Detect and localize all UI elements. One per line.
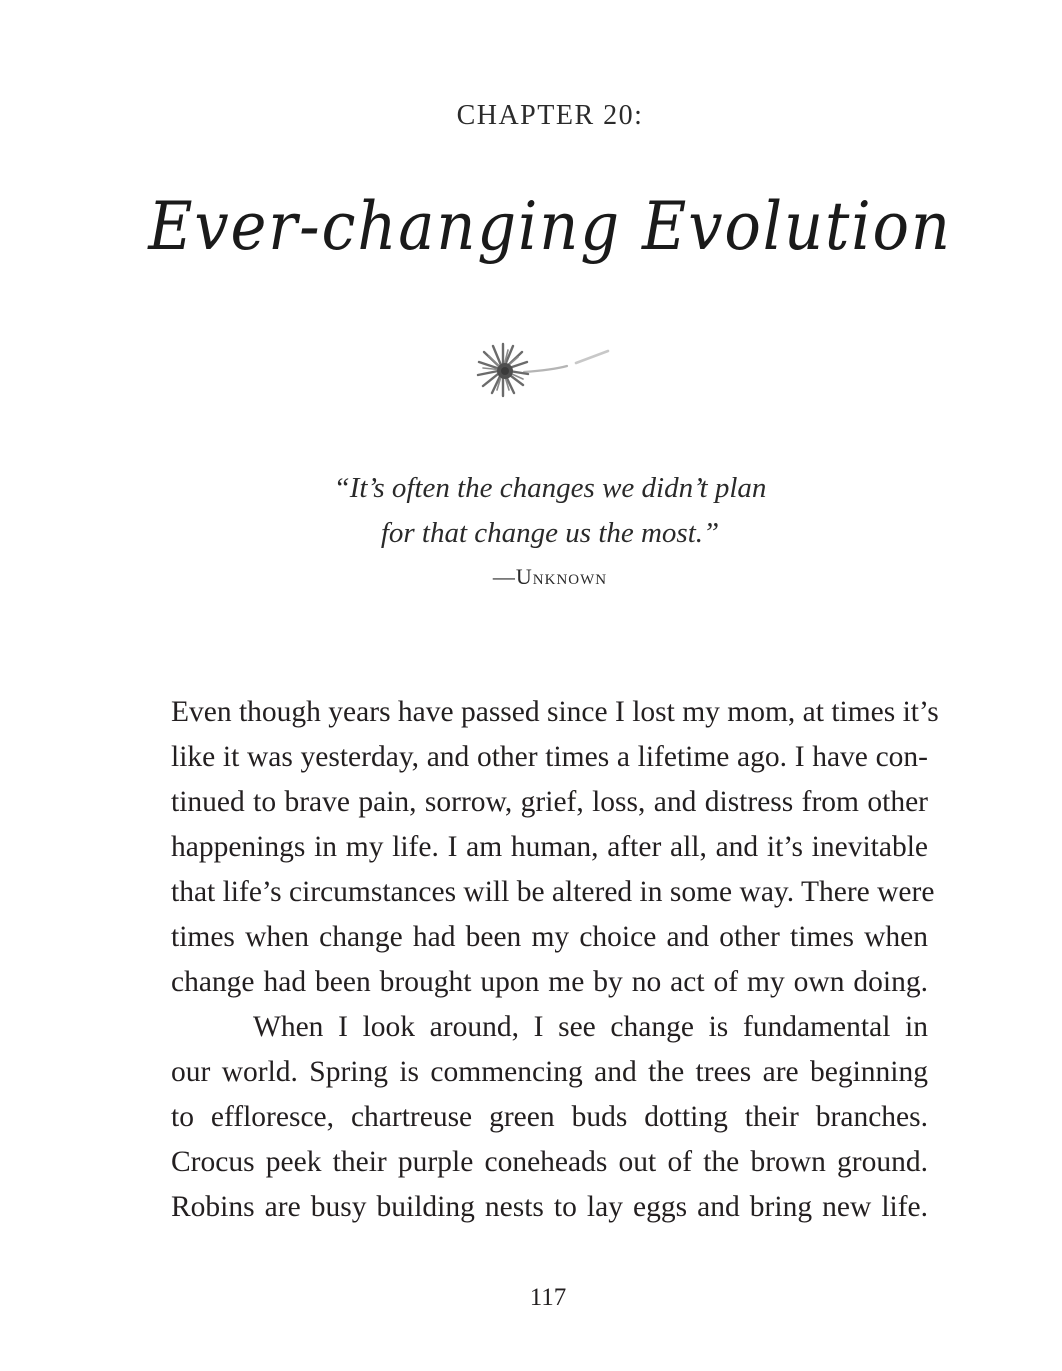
chapter-label: CHAPTER 20: xyxy=(456,100,644,131)
body-line: Crocus peek their purple coneheads out of the brown ground. xyxy=(171,1146,928,1178)
flower-head xyxy=(478,344,528,396)
body-line: to effloresce, chartreuse green buds dotting their branches. xyxy=(171,1101,928,1133)
body-line: Even though years have passed since I lost my mom, at times it’s xyxy=(171,696,939,728)
body-line: Robins are busy building nests to lay eggs and bring new life. xyxy=(171,1191,928,1223)
body-line: happenings in my life. I am human, after all, and it’s inevitable xyxy=(171,831,928,863)
epigraph xyxy=(0,466,1062,556)
body-line: When I look around, I see change is fundamental in xyxy=(253,1011,928,1043)
body-line: tinued to brave pain, sorrow, grief, loss, and distress from other xyxy=(171,786,928,818)
page-number: 117 xyxy=(529,1284,567,1311)
chapter-title: Ever-changing Evolution xyxy=(148,188,952,265)
body-line: our world. Spring is commencing and the trees are beginning xyxy=(171,1056,928,1088)
body-line: times when change had been my choice and other times when xyxy=(171,921,928,953)
body-line: that life’s circumstances will be altered in some way. There were xyxy=(171,876,935,908)
body-text xyxy=(171,690,939,1230)
body-line: like it was yesterday, and other times a lifetime ago. I have con- xyxy=(171,741,928,773)
flower-icon xyxy=(472,336,614,406)
epigraph-line: for that change us the most.” xyxy=(380,517,720,549)
body-line: change had been brought upon me by no act of my own doing. xyxy=(171,966,928,998)
flower-stem xyxy=(524,351,608,372)
epigraph-attribution: —Unknown xyxy=(492,564,608,589)
epigraph-line: “It’s often the changes we didn’t plan xyxy=(333,472,767,504)
